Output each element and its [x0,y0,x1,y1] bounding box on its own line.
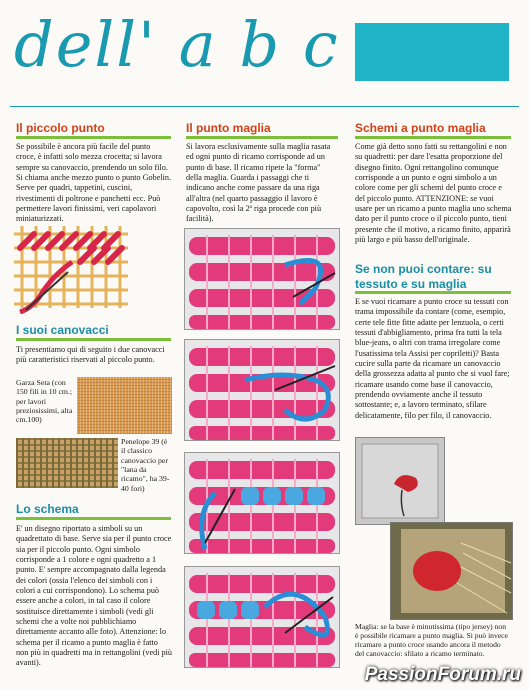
rule-schemi [355,136,511,139]
knit-step-3 [184,452,340,554]
heading-se-non-puoi-contare: Se non puoi contare: su tessuto e su maglia [355,262,492,291]
body-se-non-puoi: E se vuoi ricamare a punto croce su tessuti con trama impossibile da contare (come, esempio, certe tele fitte fitte adatte per lenzuola, o certi tessuti d'abbigliamento, prima fra tutti la tela blue-jeans, o altri con trama irregolare come l'usatissima tela Assisi per copriletti)? Basta cucire sulla parte da ricamare un canovaccio della grossezza adatta al punto che si vuol fare; ricamare usando come base il canovaccio, prendendo ovviamente anche il tessuto sottostante; e, a lavoro terminato, sfilare delicatamente, filo per filo, il canovaccio. [355,297,510,420]
jersey-canvas-photo-2 [390,522,513,620]
accent-block [355,23,509,81]
knit-step-1 [184,228,340,330]
knit-step-2 [184,339,340,441]
penelope-swatch [16,438,118,488]
heading-canovacci: I suoi canovacci [16,323,109,337]
body-piccolo-punto: Se possibile è ancora più facile del punto croce, è infatti solo mezza crocetta; si lavora sempre su canovaccio, prendendo un solo filo. Si chiama anche mezzo punto o punto Gobelin. Serve per quadri, tappetini, cuscini, rivestimenti di poltrone e panchetti ecc. Può permettere lavori finissimi, veri capolavori miniaturizzati. [16,142,172,224]
rule-schema [16,517,171,520]
heading-schemi-punto-maglia: Schemi a punto maglia [355,121,486,135]
rule-se-non-puoi [355,291,511,294]
caption-garza-seta: Garza Seta (con 150 fili in 10 cm.; per lavori preziosissimi, alta cm.100) [16,378,73,425]
garza-seta-swatch [77,377,172,434]
rule-piccolo-punto [16,136,171,139]
piccolo-punto-illustration [12,216,130,314]
body-canovacci: Ti presentiamo qui di seguito i due canovacci più caratteristici riservati al piccolo punto. [16,345,165,365]
watermark-logo: PassionForum.ru [364,664,521,685]
body-punto-maglia: Si lavora esclusivamente sulla maglia rasata ed ogni punto di ricamo corrisponde ad un punto di base. Il ricamo ripete la "forma" della maglia. Guarda i passaggi che ti indicano anche come passare da una riga all'altra (nel quarto passaggio il lavoro è capovolto, così la 2ª riga procede con più facilità). [186,142,331,224]
page-title: dell' a b c [14,8,340,81]
caption-maglia: Maglia: se la base è minutissima (tipo jersey) non è possibile ricamare a punto maglia. Si può invece ricamare a punto croce usando ancora il metodo del canovaccio: sfilato a ricamo terminato. [355,622,508,659]
body-schema: E' un disegno riportato a simboli su un quadrettato di base. Serve sia per il punto croce sia per il piccolo punto. Ogni simbolo corrisponde a 1 colore e ogni quadretto a 1 punto. E' sempre accompagnato dalla legenda dei colori (ossia l'elenco dei simboli con i colori a cui corrispondono). Lo schema può essere anche a colori, in tal caso il colore sostituisce direttamente i simboli (vedi gli schemi che a volte noi pubblichiamo direttamente accanto alle foto). Attenzione: lo schema per il ricamo a punto maglia è fatto non più in quadretti ma in rettangolini (vedi più avanti). [16,524,172,668]
heading-piccolo-punto: Il piccolo punto [16,121,105,135]
caption-penelope: Penelope 39 (è il classico canovaccio per "lana da ricamo", ha 39-40 fori) [121,437,170,493]
title-divider [10,106,519,107]
body-schemi: Come già detto sono fatti su rettangolini e non su quadretti: per dare l'esatta proporzione del disegno finito. Ogni rettangolino comunque corrisponde a un punto e ogni simbolo a un colore come per gli schemi del punto croce e del piccolo punto. ATTENZIONE: se vuoi usare per un ricamo a punto maglia uno schema dato per il punto croce o il piccolo punto, tieni presente che il motivo, a ricamo finito, apparirà più largo e più basso dell'originale. [355,142,512,244]
jersey-canvas-photo-1 [355,437,445,525]
rule-canovacci [16,338,171,341]
rule-punto-maglia [186,136,338,139]
heading-punto-maglia: Il punto maglia [186,121,271,135]
heading-schema: Lo schema [16,502,79,516]
knit-step-4 [184,566,340,668]
